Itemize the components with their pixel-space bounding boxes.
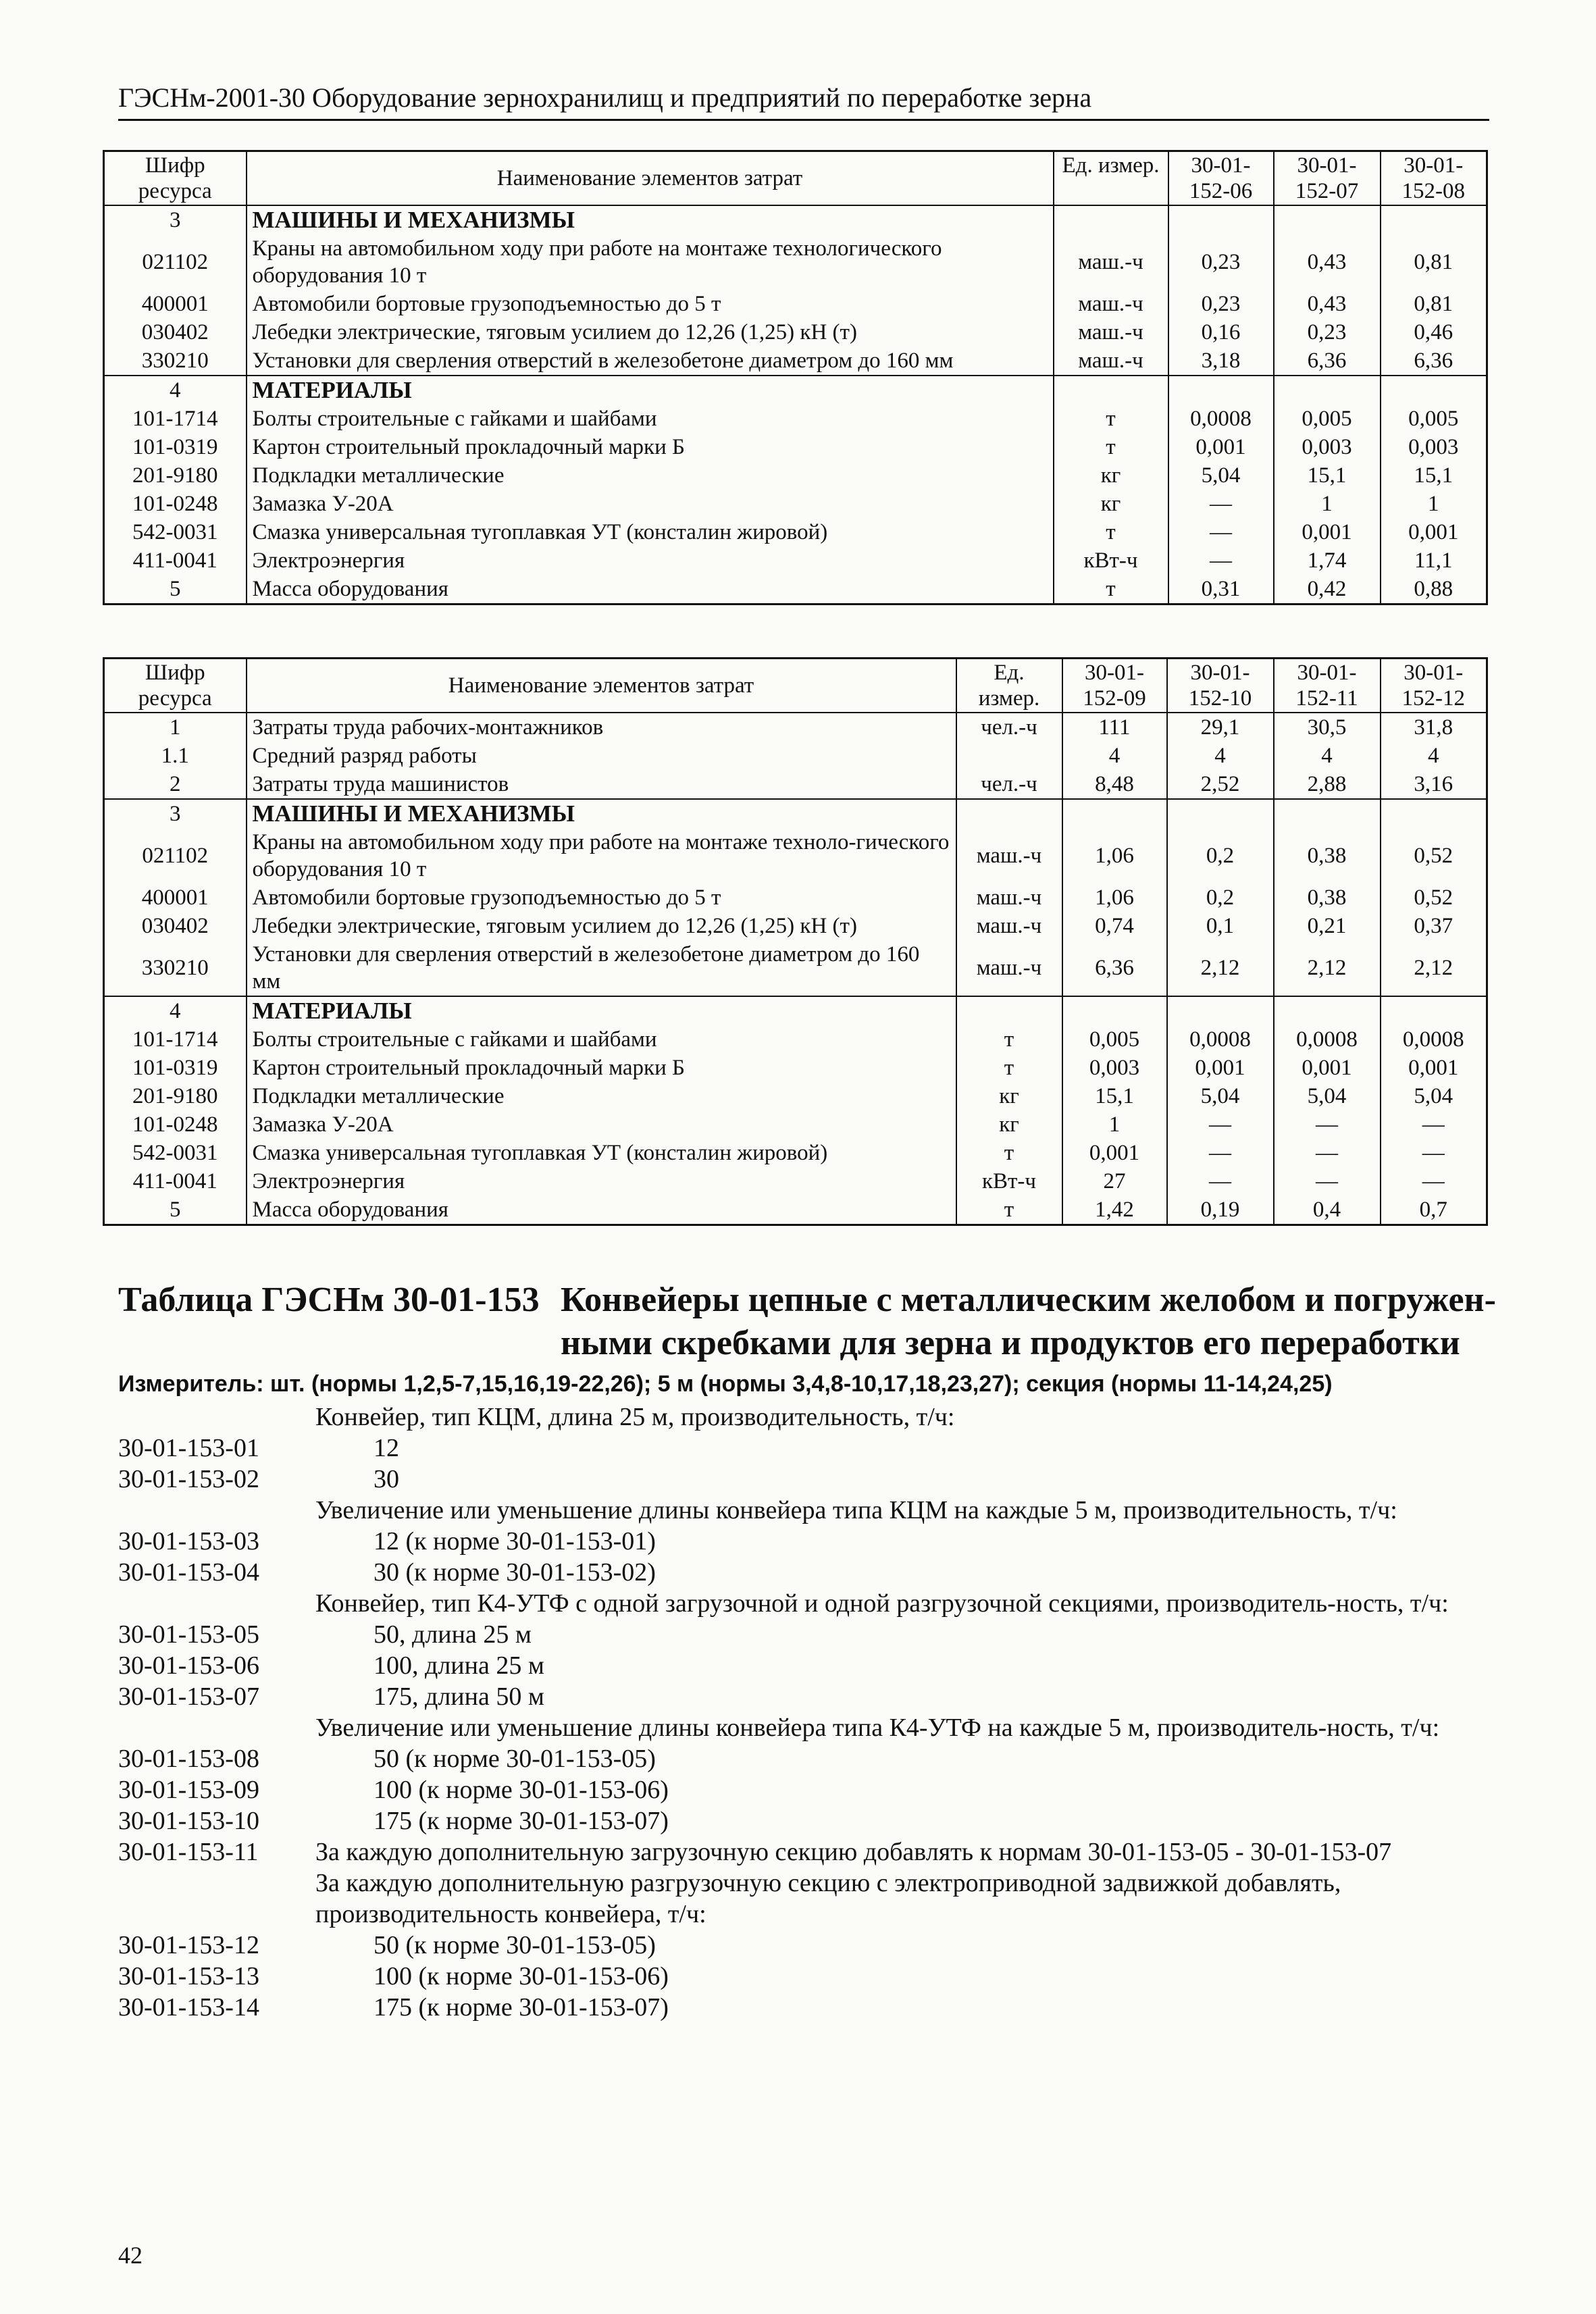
norm-code: 30-01-153-13: [118, 1962, 259, 1990]
cell-value: —: [1381, 1167, 1487, 1195]
cell-name: Лебедки электрические, тяговым усилием до 12,26 (1,25) кН (т): [247, 318, 1054, 346]
running-header: ГЭСНм-2001-30 Оборудование зернохранилищ и предприятий по переработке зерна: [118, 81, 1489, 121]
cell-unit: т: [956, 1139, 1062, 1167]
header-column: 30-01-152-11: [1274, 659, 1381, 713]
cell-value: 3,18: [1168, 346, 1274, 376]
cell-name: Затраты труда машинистов: [247, 770, 956, 799]
cell-name: Установки для сверления отверстий в железобетоне диаметром до 160 мм: [247, 940, 956, 996]
cell-code: 4: [104, 996, 247, 1025]
cell-code: 542-0031: [104, 518, 247, 546]
cell-name: Масса оборудования: [247, 575, 1054, 605]
cell-value: 0,005: [1274, 405, 1381, 433]
cell-value: 5,04: [1168, 461, 1274, 490]
cell-value: 15,1: [1381, 461, 1487, 490]
cell-value: 1,06: [1062, 828, 1167, 883]
cell-value: —: [1168, 490, 1274, 518]
cell-unit: кг: [1054, 461, 1168, 490]
cell-name: Болты строительные с гайками и шайбами: [247, 405, 1054, 433]
header-unit: Ед. измер.: [956, 659, 1062, 713]
norm-text: 100 (к норме 30-01-153-06): [374, 1962, 669, 1990]
cell-code: 330210: [104, 940, 247, 996]
cell-unit: чел.-ч: [956, 713, 1062, 742]
cell-value: [1274, 205, 1381, 234]
norm-item: [118, 1805, 1489, 1836]
cell-unit: [956, 996, 1062, 1025]
norm-item: [118, 1836, 1489, 1868]
norm-code: 30-01-153-05: [118, 1620, 259, 1649]
cell-value: 0,81: [1381, 234, 1487, 290]
norm-text: 50 (к норме 30-01-153-05): [374, 1745, 656, 1773]
cell-value: 5,04: [1274, 1082, 1381, 1110]
cell-unit: т: [1054, 575, 1168, 605]
norm-text: 30 (к норме 30-01-153-02): [374, 1558, 656, 1587]
table-row: [104, 461, 1487, 490]
norm-text: 175 (к норме 30-01-153-07): [374, 1993, 669, 2022]
table-row: [104, 912, 1487, 940]
norm-item: [118, 1930, 1489, 1961]
cell-value: 0,74: [1062, 912, 1167, 940]
cell-name: МАТЕРИАЛЫ: [247, 996, 956, 1025]
cell-value: —: [1168, 518, 1274, 546]
cell-value: 2,88: [1274, 770, 1381, 799]
cell-unit: маш.-ч: [956, 828, 1062, 883]
norm-item: [118, 1961, 1489, 1992]
table-title-text: Конвейеры цепные с металлическим желобом и погружен-ными скребками для зерна и продуктов его переработки: [561, 1281, 1496, 1362]
table-row: [104, 546, 1487, 575]
cell-code: 101-0248: [104, 1110, 247, 1139]
header-name: Наименование элементов затрат: [247, 151, 1054, 206]
norm-item: [118, 1992, 1489, 2023]
cell-value: 0,001: [1274, 1054, 1381, 1082]
cell-code: 021102: [104, 234, 247, 290]
cell-value: 0,37: [1381, 912, 1487, 940]
header-name: Наименование элементов затрат: [247, 659, 956, 713]
norm-text: Конвейер, тип КЦМ, длина 25 м, производительность, т/ч:: [315, 1403, 955, 1431]
cell-value: [1381, 205, 1487, 234]
cell-code: 5: [104, 575, 247, 605]
cell-value: 0,003: [1274, 433, 1381, 461]
header-column: 30-01-152-12: [1381, 659, 1487, 713]
norm-text: 100, длина 25 м: [374, 1651, 544, 1680]
cell-value: 0,31: [1168, 575, 1274, 605]
norm-code: 30-01-153-12: [118, 1931, 259, 1959]
norm-list: [118, 1402, 1489, 2023]
norm-code: 30-01-153-11: [118, 1838, 259, 1866]
norm-item: [118, 1557, 1489, 1588]
cell-code: 411-0041: [104, 546, 247, 575]
norm-text: 100 (к норме 30-01-153-06): [374, 1776, 669, 1804]
norm-text: 175, длина 50 м: [374, 1682, 544, 1711]
cell-name: Смазка универсальная тугоплавкая УТ (консталин жировой): [247, 1139, 956, 1167]
cell-value: 0,38: [1274, 883, 1381, 912]
cell-name: Масса оборудования: [247, 1195, 956, 1225]
table-row: [104, 1054, 1487, 1082]
cell-name: Электроэнергия: [247, 546, 1054, 575]
table-row: [104, 1110, 1487, 1139]
norm-item: [118, 1433, 1489, 1464]
table-row: [104, 433, 1487, 461]
cell-value: 0,16: [1168, 318, 1274, 346]
cell-value: 1: [1274, 490, 1381, 518]
cell-value: 0,88: [1381, 575, 1487, 605]
cell-value: 31,8: [1381, 713, 1487, 742]
header-column: 30-01-152-08: [1381, 151, 1487, 206]
cell-name: МАТЕРИАЛЫ: [247, 376, 1054, 405]
cell-code: 021102: [104, 828, 247, 883]
cell-code: 2: [104, 770, 247, 799]
cell-value: 2,12: [1381, 940, 1487, 996]
cell-unit: т: [956, 1025, 1062, 1054]
cell-value: 4: [1167, 742, 1274, 770]
cell-unit: маш.-ч: [1054, 290, 1168, 318]
table-section-row: [104, 799, 1487, 828]
cell-value: [1274, 799, 1381, 828]
cell-value: 0,23: [1168, 290, 1274, 318]
table-body: [104, 205, 1487, 605]
cell-code: 3: [104, 799, 247, 828]
cell-value: 4: [1274, 742, 1381, 770]
cell-value: 2,12: [1167, 940, 1274, 996]
cell-name: Установки для сверления отверстий в железобетоне диаметром до 160 мм: [247, 346, 1054, 376]
norm-text: Увеличение или уменьшение длины конвейера типа КЦМ на каждые 5 м, производительность, т/ч:: [315, 1496, 1397, 1524]
table-row: [104, 518, 1487, 546]
norm-item: [118, 1464, 1489, 1495]
resource-table-152-09-12: [103, 657, 1488, 1226]
cell-name: Автомобили бортовые грузоподъемностью до 5 т: [247, 883, 956, 912]
norm-item: [118, 1681, 1489, 1712]
cell-value: 0,42: [1274, 575, 1381, 605]
page-number: 42: [118, 2242, 143, 2269]
table-row: [104, 1025, 1487, 1054]
cell-value: 0,0008: [1274, 1025, 1381, 1054]
table-header-row: [104, 659, 1487, 713]
cell-value: 30,5: [1274, 713, 1381, 742]
cell-value: [1381, 996, 1487, 1025]
cell-code: 400001: [104, 290, 247, 318]
cell-value: 29,1: [1167, 713, 1274, 742]
table-title-label: Таблица ГЭСНм 30-01-153: [118, 1281, 540, 1319]
cell-value: —: [1381, 1139, 1487, 1167]
cell-value: —: [1167, 1167, 1274, 1195]
cell-value: 0,2: [1167, 828, 1274, 883]
cell-code: 101-0248: [104, 490, 247, 518]
measure-unit-line: Измеритель: шт. (нормы 1,2,5-7,15,16,19-22,26); 5 м (нормы 3,4,8-10,17,18,23,27); секция (нормы 11-14,24,25): [118, 1371, 1333, 1397]
norm-text: 50 (к норме 30-01-153-05): [374, 1931, 656, 1959]
cell-value: 0,23: [1274, 318, 1381, 346]
table-header-row: [104, 151, 1487, 206]
cell-unit: маш.-ч: [1054, 346, 1168, 376]
cell-name: Смазка универсальная тугоплавкая УТ (консталин жировой): [247, 518, 1054, 546]
cell-code: 030402: [104, 318, 247, 346]
norm-text: За каждую дополнительную загрузочную секцию добавлять к нормам 30-01-153-05 - 30-01-153-07: [315, 1838, 1392, 1866]
cell-unit: маш.-ч: [956, 940, 1062, 996]
header-code: Шифр ресурса: [104, 151, 247, 206]
cell-value: 6,36: [1062, 940, 1167, 996]
cell-value: 4: [1381, 742, 1487, 770]
cell-unit: т: [1054, 405, 1168, 433]
norm-code: 30-01-153-14: [118, 1993, 259, 2022]
norm-text: 30: [374, 1465, 399, 1493]
cell-value: —: [1168, 546, 1274, 575]
cell-value: —: [1381, 1110, 1487, 1139]
resource-table-152-06-08: [103, 150, 1488, 605]
cell-value: 15,1: [1062, 1082, 1167, 1110]
cell-value: 15,1: [1274, 461, 1381, 490]
table-row: [104, 1139, 1487, 1167]
cell-value: [1274, 376, 1381, 405]
cell-value: [1381, 376, 1487, 405]
cell-value: 5,04: [1381, 1082, 1487, 1110]
cell-value: 0,005: [1381, 405, 1487, 433]
norm-code: 30-01-153-06: [118, 1651, 259, 1680]
header-column: 30-01-152-09: [1062, 659, 1167, 713]
norm-item: [118, 1495, 1489, 1526]
table-section-row: [104, 376, 1487, 405]
cell-value: 0,001: [1062, 1139, 1167, 1167]
norm-item: [118, 1650, 1489, 1681]
cell-unit: [956, 742, 1062, 770]
cell-code: 101-0319: [104, 433, 247, 461]
cell-value: 111: [1062, 713, 1167, 742]
cell-name: Картон строительный прокладочный марки Б: [247, 1054, 956, 1082]
cell-name: Затраты труда рабочих-монтажников: [247, 713, 956, 742]
cell-unit: маш.-ч: [956, 883, 1062, 912]
cell-unit: т: [1054, 518, 1168, 546]
cell-value: 0,52: [1381, 883, 1487, 912]
norm-code: 30-01-153-02: [118, 1465, 259, 1493]
cell-value: 0,19: [1167, 1195, 1274, 1225]
table-row: [104, 1195, 1487, 1225]
norm-item: [118, 1743, 1489, 1774]
cell-value: 0,52: [1381, 828, 1487, 883]
table-row: [104, 575, 1487, 605]
norm-item: [118, 1868, 1489, 1930]
cell-code: 101-1714: [104, 405, 247, 433]
cell-code: 542-0031: [104, 1139, 247, 1167]
table-row: [104, 405, 1487, 433]
cell-value: 1,06: [1062, 883, 1167, 912]
cell-unit: кВт-ч: [1054, 546, 1168, 575]
cell-value: —: [1167, 1139, 1274, 1167]
norm-text: 12 (к норме 30-01-153-01): [374, 1527, 656, 1555]
cell-value: 0,7: [1381, 1195, 1487, 1225]
cell-name: Замазка У-20А: [247, 490, 1054, 518]
table-row: [104, 742, 1487, 770]
cell-value: 6,36: [1381, 346, 1487, 376]
cell-unit: чел.-ч: [956, 770, 1062, 799]
cell-value: —: [1274, 1167, 1381, 1195]
cell-code: 1: [104, 713, 247, 742]
table-row: [104, 490, 1487, 518]
norm-item: [118, 1526, 1489, 1557]
cell-value: [1167, 996, 1274, 1025]
cell-value: [1274, 996, 1381, 1025]
cell-code: 1.1: [104, 742, 247, 770]
cell-unit: маш.-ч: [1054, 318, 1168, 346]
cell-value: 0,81: [1381, 290, 1487, 318]
norm-code: 30-01-153-09: [118, 1776, 259, 1804]
cell-value: 8,48: [1062, 770, 1167, 799]
table-row: [104, 828, 1487, 883]
cell-unit: маш.-ч: [1054, 234, 1168, 290]
cell-name: Картон строительный прокладочный марки Б: [247, 433, 1054, 461]
cell-unit: кг: [956, 1082, 1062, 1110]
cell-name: МАШИНЫ И МЕХАНИЗМЫ: [247, 799, 956, 828]
table-row: [104, 318, 1487, 346]
cell-value: —: [1167, 1110, 1274, 1139]
cell-value: [1168, 376, 1274, 405]
cell-name: МАШИНЫ И МЕХАНИЗМЫ: [247, 205, 1054, 234]
norm-item: [118, 1774, 1489, 1805]
norm-text: За каждую дополнительную разгрузочную секцию с электроприводной задвижкой добавлять, производительность конвейера, т/ч:: [315, 1869, 1341, 1928]
cell-value: 1: [1381, 490, 1487, 518]
cell-code: 101-1714: [104, 1025, 247, 1054]
cell-value: 6,36: [1274, 346, 1381, 376]
cell-value: [1062, 996, 1167, 1025]
cell-value: [1062, 799, 1167, 828]
cell-value: 0,38: [1274, 828, 1381, 883]
cell-code: 3: [104, 205, 247, 234]
cell-code: 400001: [104, 883, 247, 912]
table-row: [104, 346, 1487, 376]
norm-text: Конвейер, тип К4-УТФ с одной загрузочной и одной разгрузочной секциями, производитель-ность, т/ч:: [315, 1589, 1449, 1618]
cell-value: —: [1274, 1110, 1381, 1139]
cell-value: 2,52: [1167, 770, 1274, 799]
cell-value: 1,42: [1062, 1195, 1167, 1225]
cell-value: 1,74: [1274, 546, 1381, 575]
norm-code: 30-01-153-07: [118, 1682, 259, 1711]
cell-value: 0,001: [1381, 518, 1487, 546]
cell-value: —: [1274, 1139, 1381, 1167]
cell-value: 0,23: [1168, 234, 1274, 290]
cell-unit: т: [956, 1054, 1062, 1082]
cell-name: Подкладки металлические: [247, 461, 1054, 490]
header-unit: Ед. измер.: [1054, 151, 1168, 206]
cell-unit: кг: [956, 1110, 1062, 1139]
cell-unit: [1054, 376, 1168, 405]
cell-value: 0,43: [1274, 290, 1381, 318]
cell-value: [1381, 799, 1487, 828]
cell-unit: маш.-ч: [956, 912, 1062, 940]
norm-code: 30-01-153-10: [118, 1807, 259, 1835]
cell-value: 0,4: [1274, 1195, 1381, 1225]
cell-value: 0,0008: [1168, 405, 1274, 433]
cell-unit: кг: [1054, 490, 1168, 518]
norm-text: 50, длина 25 м: [374, 1620, 532, 1649]
norm-text: 12: [374, 1434, 399, 1462]
cell-value: 0,001: [1274, 518, 1381, 546]
table-row: [104, 234, 1487, 290]
header-column: 30-01-152-06: [1168, 151, 1274, 206]
cell-code: 4: [104, 376, 247, 405]
cell-code: 201-9180: [104, 461, 247, 490]
cell-value: [1168, 205, 1274, 234]
norm-code: 30-01-153-04: [118, 1558, 259, 1587]
cell-value: 0,001: [1167, 1054, 1274, 1082]
cell-unit: т: [956, 1195, 1062, 1225]
cell-unit: [1054, 205, 1168, 234]
norm-code: 30-01-153-01: [118, 1434, 259, 1462]
cell-value: 0,001: [1168, 433, 1274, 461]
cell-name: Болты строительные с гайками и шайбами: [247, 1025, 956, 1054]
norm-item: [118, 1712, 1489, 1743]
cell-value: 0,43: [1274, 234, 1381, 290]
header-code: Шифр ресурса: [104, 659, 247, 713]
norm-code: 30-01-153-08: [118, 1745, 259, 1773]
cell-value: 3,16: [1381, 770, 1487, 799]
table-section-row: [104, 996, 1487, 1025]
cell-name: Подкладки металлические: [247, 1082, 956, 1110]
cell-value: 0,21: [1274, 912, 1381, 940]
cell-name: Автомобили бортовые грузоподъемностью до 5 т: [247, 290, 1054, 318]
header-column: 30-01-152-07: [1274, 151, 1381, 206]
cell-value: 0,2: [1167, 883, 1274, 912]
cell-code: 330210: [104, 346, 247, 376]
table-body: [104, 713, 1487, 1225]
cell-value: 11,1: [1381, 546, 1487, 575]
cell-code: 411-0041: [104, 1167, 247, 1195]
cell-name: Электроэнергия: [247, 1167, 956, 1195]
norm-text: 175 (к норме 30-01-153-07): [374, 1807, 669, 1835]
cell-code: 030402: [104, 912, 247, 940]
table-row: [104, 713, 1487, 742]
norm-item: [118, 1402, 1489, 1433]
cell-value: 0,003: [1062, 1054, 1167, 1082]
cell-code: 201-9180: [104, 1082, 247, 1110]
cell-value: 0,0008: [1381, 1025, 1487, 1054]
norm-code: 30-01-153-03: [118, 1527, 259, 1555]
table-section-row: [104, 205, 1487, 234]
cell-value: 0,003: [1381, 433, 1487, 461]
cell-unit: кВт-ч: [956, 1167, 1062, 1195]
cell-value: 27: [1062, 1167, 1167, 1195]
cell-code: 5: [104, 1195, 247, 1225]
cell-name: Средний разряд работы: [247, 742, 956, 770]
cell-code: 101-0319: [104, 1054, 247, 1082]
cell-value: 0,0008: [1167, 1025, 1274, 1054]
cell-value: 0,001: [1381, 1054, 1487, 1082]
cell-name: Краны на автомобильном ходу при работе на монтаже технологического оборудования 10 т: [247, 234, 1054, 290]
header-column: 30-01-152-10: [1167, 659, 1274, 713]
cell-value: 2,12: [1274, 940, 1381, 996]
cell-unit: [956, 799, 1062, 828]
cell-name: Замазка У-20А: [247, 1110, 956, 1139]
cell-value: 0,1: [1167, 912, 1274, 940]
cell-value: 0,46: [1381, 318, 1487, 346]
cell-value: 5,04: [1167, 1082, 1274, 1110]
cell-value: 0,005: [1062, 1025, 1167, 1054]
cell-name: Краны на автомобильном ходу при работе на монтаже техноло-гического оборудования 10 т: [247, 828, 956, 883]
cell-unit: т: [1054, 433, 1168, 461]
cell-value: [1167, 799, 1274, 828]
norm-item: [118, 1588, 1489, 1619]
cell-name: Лебедки электрические, тяговым усилием до 12,26 (1,25) кН (т): [247, 912, 956, 940]
table-row: [104, 940, 1487, 996]
cell-value: 1: [1062, 1110, 1167, 1139]
cell-value: 4: [1062, 742, 1167, 770]
table-row: [104, 770, 1487, 799]
table-row: [104, 883, 1487, 912]
table-row: [104, 290, 1487, 318]
table-row: [104, 1082, 1487, 1110]
norm-item: [118, 1619, 1489, 1650]
norm-text: Увеличение или уменьшение длины конвейера типа К4-УТФ на каждые 5 м, производитель-ность, т/ч:: [315, 1714, 1440, 1742]
table-row: [104, 1167, 1487, 1195]
